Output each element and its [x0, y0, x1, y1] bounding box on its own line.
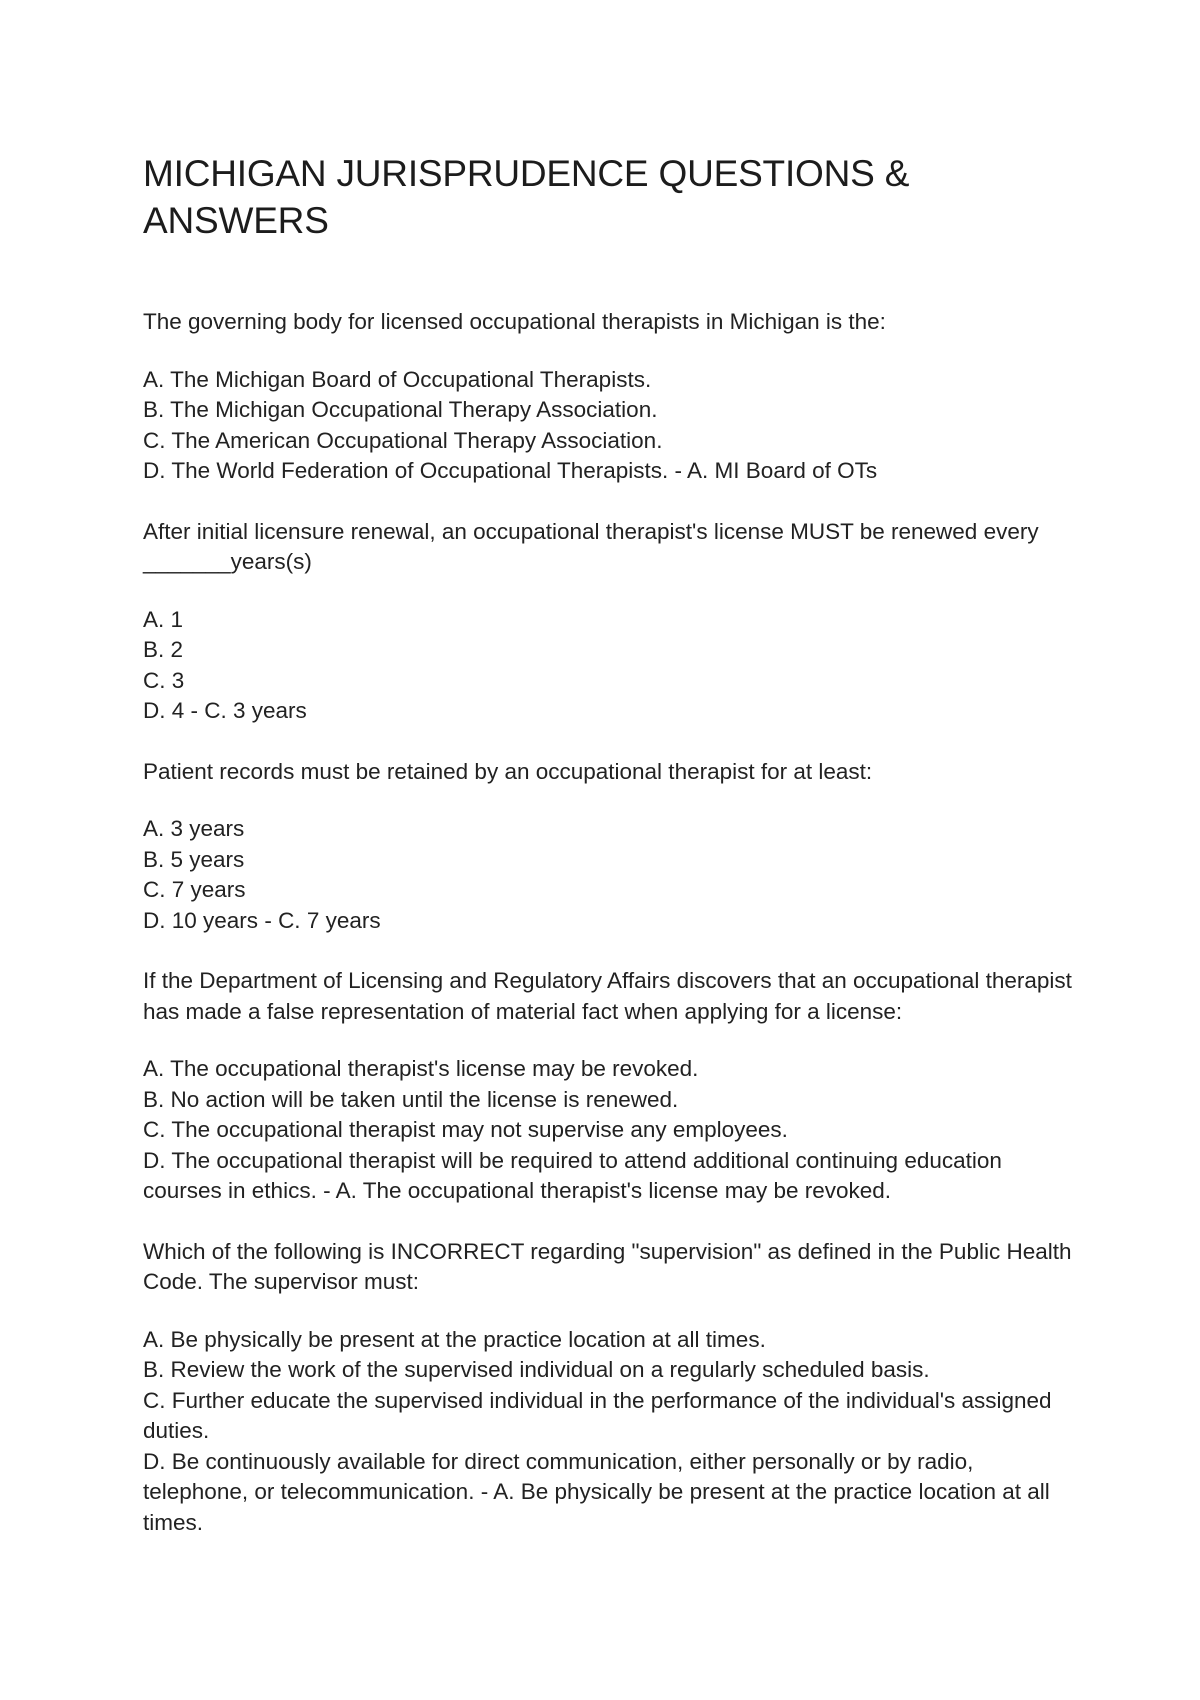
answer-option-d-text: D. The occupational therapist will be required to attend additional continuing education courses in ethics.	[143, 1147, 1009, 1203]
question-block	[143, 1237, 1073, 1539]
answer-option-c: C. The American Occupational Therapy Association.	[143, 427, 663, 453]
answer-separator: -	[258, 907, 279, 933]
question-block	[143, 517, 1073, 727]
answer-option-a: A. Be physically be present at the practice location at all times.	[143, 1326, 766, 1352]
correct-answer: A. The occupational therapist's license may be revoked.	[335, 1178, 892, 1203]
question-list	[143, 307, 1073, 1538]
answer-separator: -	[184, 698, 205, 723]
document-title: MICHIGAN JURISPRUDENCE QUESTIONS & ANSWERS	[143, 153, 910, 241]
question-text: Patient records must be retained by an occupational therapist for at least:	[143, 758, 873, 784]
question-block	[143, 757, 1073, 937]
correct-answer: C. 3 years	[204, 698, 307, 723]
answer-option-a: A. The Michigan Board of Occupational Therapists.	[143, 366, 652, 392]
answer-option-d	[143, 1447, 1073, 1539]
answer-option-b: B. 2	[143, 637, 184, 662]
correct-answer: C. 7 years	[278, 907, 381, 933]
answer-separator: -	[668, 458, 688, 483]
answer-option-d	[143, 906, 1073, 937]
answer-option-b: B. Review the work of the supervised individual on a regularly scheduled basis.	[143, 1357, 930, 1382]
answer-option-a: A. 3 years	[143, 816, 245, 841]
answer-option-d	[143, 696, 1073, 727]
document-page	[143, 150, 1073, 1568]
question-block	[143, 307, 1073, 487]
answer-option-c: C. 3	[143, 667, 185, 693]
answer-option-b: B. The Michigan Occupational Therapy Association.	[143, 397, 658, 422]
answer-option-a: A. 1	[143, 606, 184, 632]
answer-option-d-text: D. Be continuously available for direct communication, either personally or by radio, telephone, or telecommunication.	[143, 1448, 980, 1504]
question-text: If the Department of Licensing and Regulatory Affairs discovers that an occupational therapist has made a false representation of material fact when applying for a license:	[143, 968, 1072, 1024]
answer-separator: -	[316, 1178, 336, 1203]
correct-answer: A. Be physically be present at the practice location at all times.	[143, 1479, 1057, 1535]
answer-option-a: A. The occupational therapist's license may be revoked.	[143, 1056, 699, 1081]
answer-option-d-text: D. 10 years	[143, 907, 259, 933]
answer-option-d	[143, 1146, 1073, 1207]
question-text: After initial licensure renewal, an occupational therapist's license MUST be renewed every _______years(s)	[143, 518, 1039, 574]
answer-option-c: C. The occupational therapist may not supervise any employees.	[143, 1117, 788, 1142]
answer-option-c: C. 7 years	[143, 877, 246, 902]
answer-option-b: B. No action will be taken until the license is renewed.	[143, 1086, 679, 1112]
question-block	[143, 966, 1073, 1207]
question-text: Which of the following is INCORRECT regarding "supervision" as defined in the Public Health Code. The supervisor must:	[143, 1238, 1072, 1294]
answer-option-b: B. 5 years	[143, 846, 245, 872]
question-text: The governing body for licensed occupational therapists in Michigan is the:	[143, 309, 886, 334]
answer-option-c: C. Further educate the supervised individual in the performance of the individual's assigned duties.	[143, 1387, 1058, 1443]
answer-option-d	[143, 456, 1073, 487]
answer-option-d-text: D. 4	[143, 698, 185, 723]
answer-option-d-text: D. The World Federation of Occupational Therapists.	[143, 458, 669, 483]
answer-separator: -	[474, 1479, 494, 1504]
correct-answer: A. MI Board of OTs	[687, 458, 878, 483]
